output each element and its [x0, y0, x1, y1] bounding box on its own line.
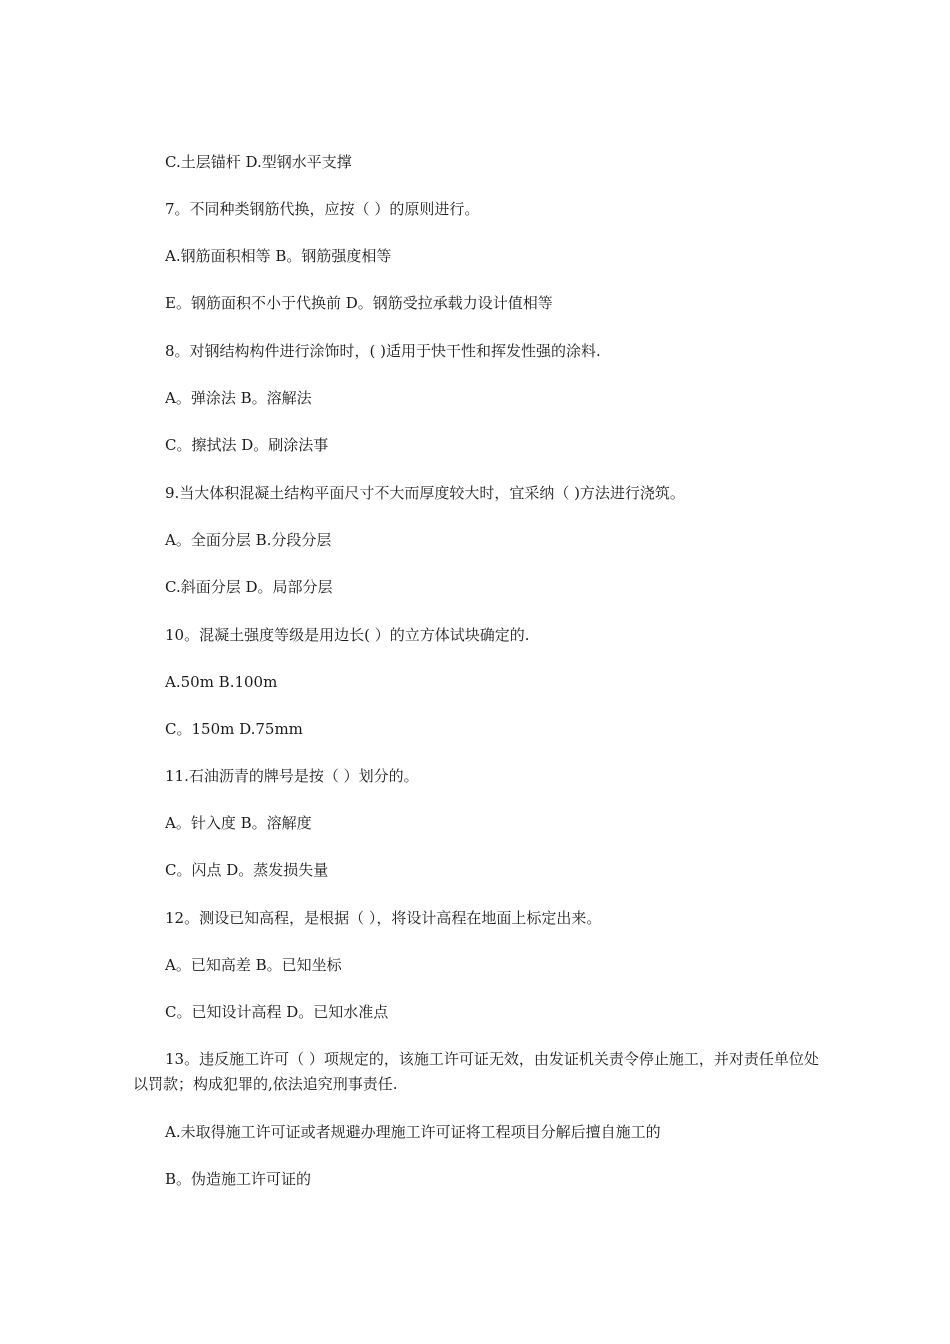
answer-options-8-cd: C。擦拭法 D。刷涂法事	[165, 436, 329, 454]
question-11: 11.石油沥青的牌号是按（ ）划分的。	[165, 767, 419, 785]
answer-options-10-cd: C。150m D.75mm	[165, 720, 303, 738]
answer-options-9-cd: C.斜面分层 D。局部分层	[165, 578, 333, 596]
question-12: 12。测设已知高程，是根据（ ），将设计高程在地面上标定出来。	[165, 909, 602, 927]
question-9: 9.当大体积混凝土结构平面尺寸不大而厚度较大时，宜采纳（ )方法进行浇筑。	[165, 484, 685, 502]
answer-options-7-ab: A.钢筋面积相等 B。钢筋强度相等	[165, 247, 392, 265]
answer-options-6-cd: C.土层锚杆 D.型钢水平支撑	[165, 153, 352, 171]
answer-options-8-ab: A。弹涂法 B。溶解法	[165, 389, 312, 407]
answer-options-12-ab: A。已知高差 B。已知坐标	[165, 956, 342, 974]
answer-options-11-ab: A。针入度 B。溶解度	[165, 814, 312, 832]
answer-options-9-ab: A。全面分层 B.分段分层	[165, 531, 332, 549]
question-7: 7。不同种类钢筋代换，应按（ ）的原则进行。	[165, 200, 480, 218]
question-10: 10。混凝土强度等级是用边长( ）的立方体试块确定的.	[165, 626, 530, 644]
answer-option-13-b: B。伪造施工许可证的	[165, 1170, 312, 1188]
answer-options-11-cd: C。闪点 D。蒸发损失量	[165, 861, 329, 879]
question-8: 8。对钢结构构件进行涂饰时，( )适用于快干性和挥发性强的涂料.	[165, 342, 601, 360]
answer-options-10-ab: A.50m B.100m	[165, 673, 278, 691]
answer-options-12-cd: C。已知设计高程 D。已知水准点	[165, 1003, 389, 1021]
answer-option-13-a: A.未取得施工许可证或者规避办理施工许可证将工程项目分解后擅自施工的	[165, 1123, 661, 1141]
question-13: 13。违反施工许可（ ）项规定的，该施工许可证无效，由发证机关责令停止施工，并对责任单位处以罚款；构成犯罪的,依法追究刑事责任.	[133, 1050, 819, 1093]
answer-options-7-cd: E。钢筋面积不小于代换前 D。钢筋受拉承载力设计值相等	[165, 294, 553, 312]
